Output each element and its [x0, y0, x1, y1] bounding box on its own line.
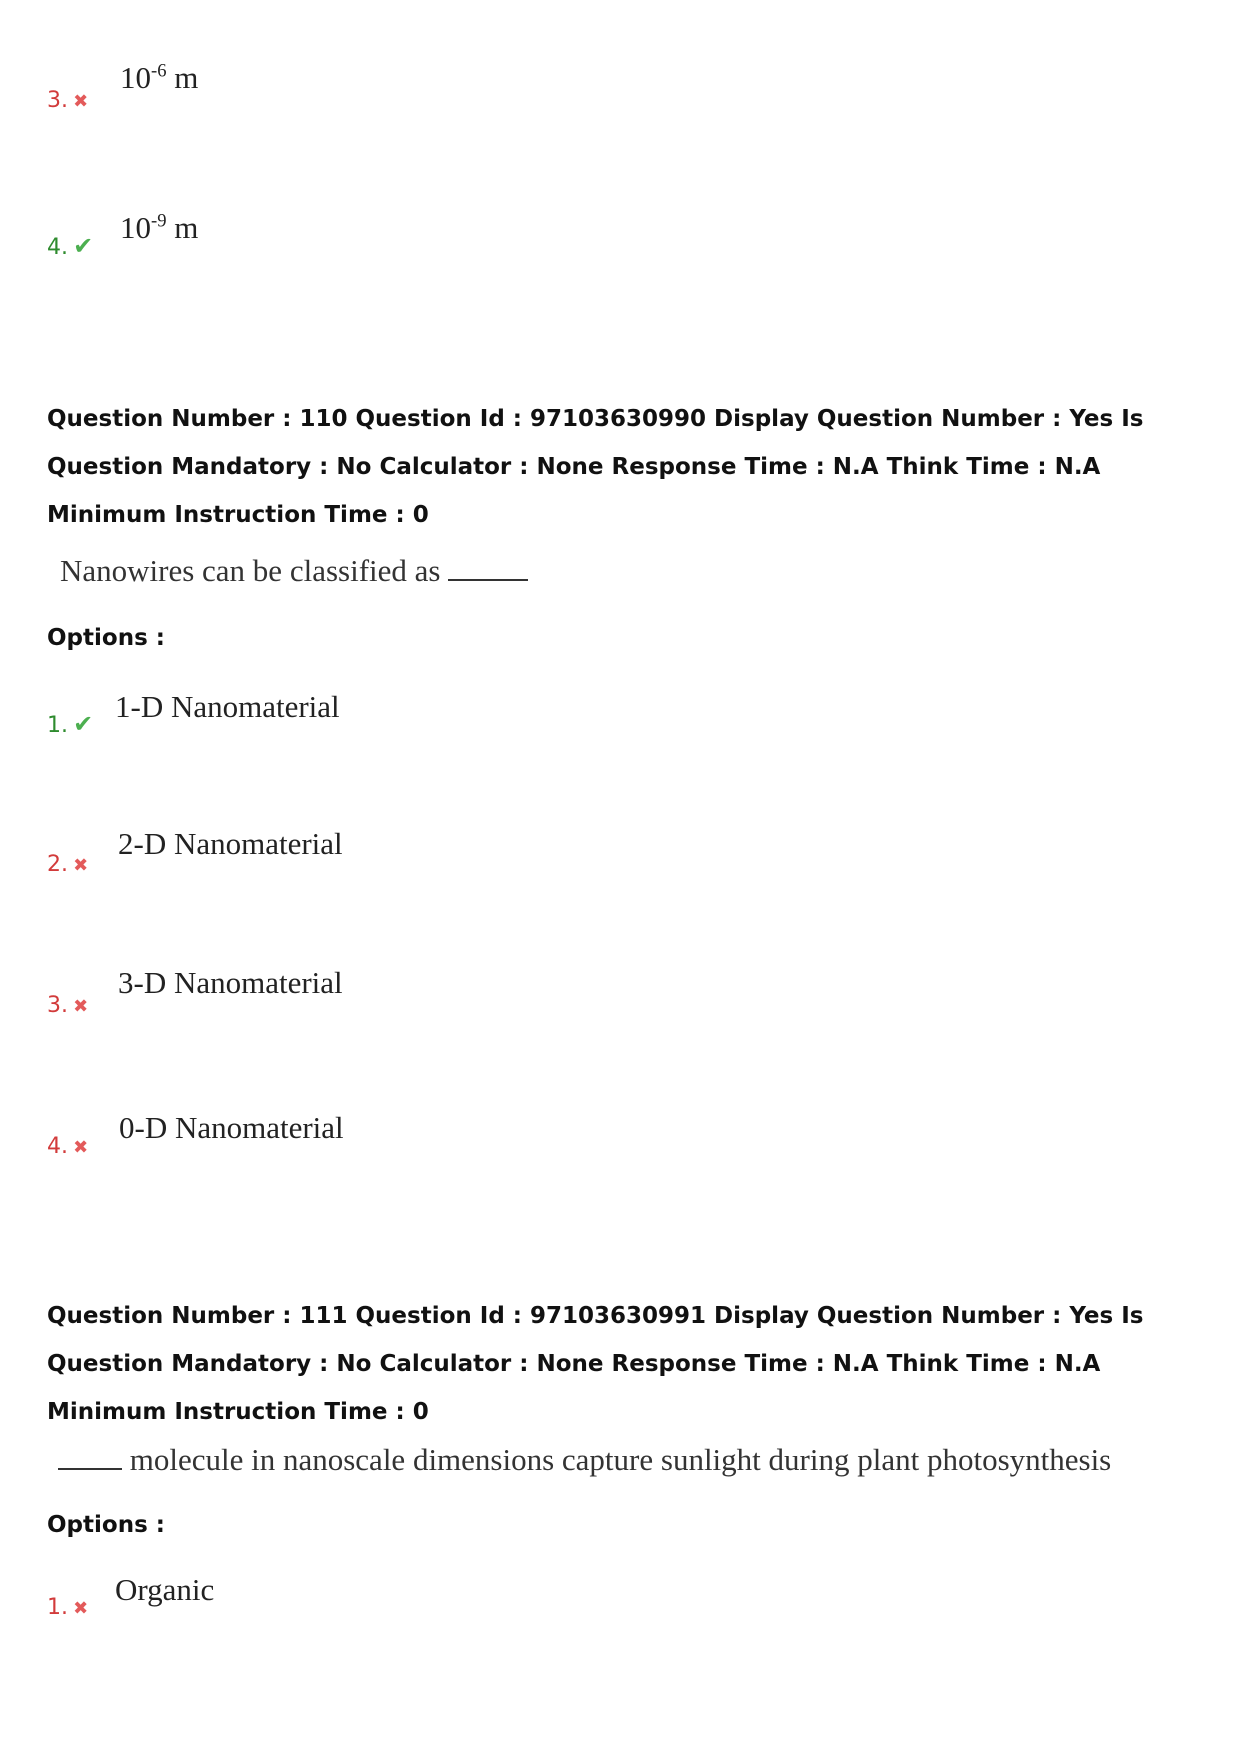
option-3 — [47, 88, 88, 113]
option-text: $10^{-9}$ m — [120, 210, 199, 245]
question-meta: Question Number : 111 Question Id : 97103630991 Display Question Number : Yes Is Question Mandatory : No Calculator : None Response Time : N.A Think Time : N.A Minimum Instruction Time : 0 — [47, 1303, 1144, 1425]
option-number: 1. — [47, 1595, 68, 1620]
option-number: 2. — [47, 852, 68, 877]
check-icon: ✔ — [73, 232, 94, 260]
option-1 — [47, 710, 93, 738]
option-text: $10^{-6}$ m — [120, 60, 199, 95]
option-text: 1-D Nanomaterial — [115, 689, 340, 724]
cross-icon: ✖ — [73, 855, 89, 876]
question-text: molecule in nanoscale dimensions capture sunlight during plant photosynthesis — [58, 1442, 1111, 1478]
option-text: 3-D Nanomaterial — [118, 965, 343, 1000]
option-3 — [47, 993, 88, 1018]
cross-icon: ✖ — [73, 1598, 89, 1619]
option-text: 0-D Nanomaterial — [119, 1110, 344, 1145]
options-label: Options : — [47, 1512, 165, 1538]
answer-blank — [58, 1467, 122, 1470]
options-label: Options : — [47, 625, 165, 651]
option-text: 2-D Nanomaterial — [118, 826, 343, 861]
option-number: 3. — [47, 88, 68, 113]
cross-icon: ✖ — [73, 1137, 89, 1158]
question-meta: Question Number : 110 Question Id : 97103630990 Display Question Number : Yes Is Question Mandatory : No Calculator : None Response Time : N.A Think Time : N.A Minimum Instruction Time : 0 — [47, 406, 1144, 528]
option-2 — [47, 852, 88, 877]
option-text: Organic — [115, 1572, 215, 1607]
option-4 — [47, 232, 93, 260]
option-number: 1. — [47, 713, 68, 738]
option-1 — [47, 1595, 88, 1620]
answer-blank — [448, 578, 528, 581]
cross-icon: ✖ — [73, 91, 89, 112]
option-4 — [47, 1134, 88, 1159]
cross-icon: ✖ — [73, 996, 89, 1017]
option-number: 4. — [47, 1134, 68, 1159]
option-number: 4. — [47, 235, 68, 260]
option-number: 3. — [47, 993, 68, 1018]
question-text: Nanowires can be classified as — [60, 553, 528, 589]
check-icon: ✔ — [73, 710, 94, 738]
